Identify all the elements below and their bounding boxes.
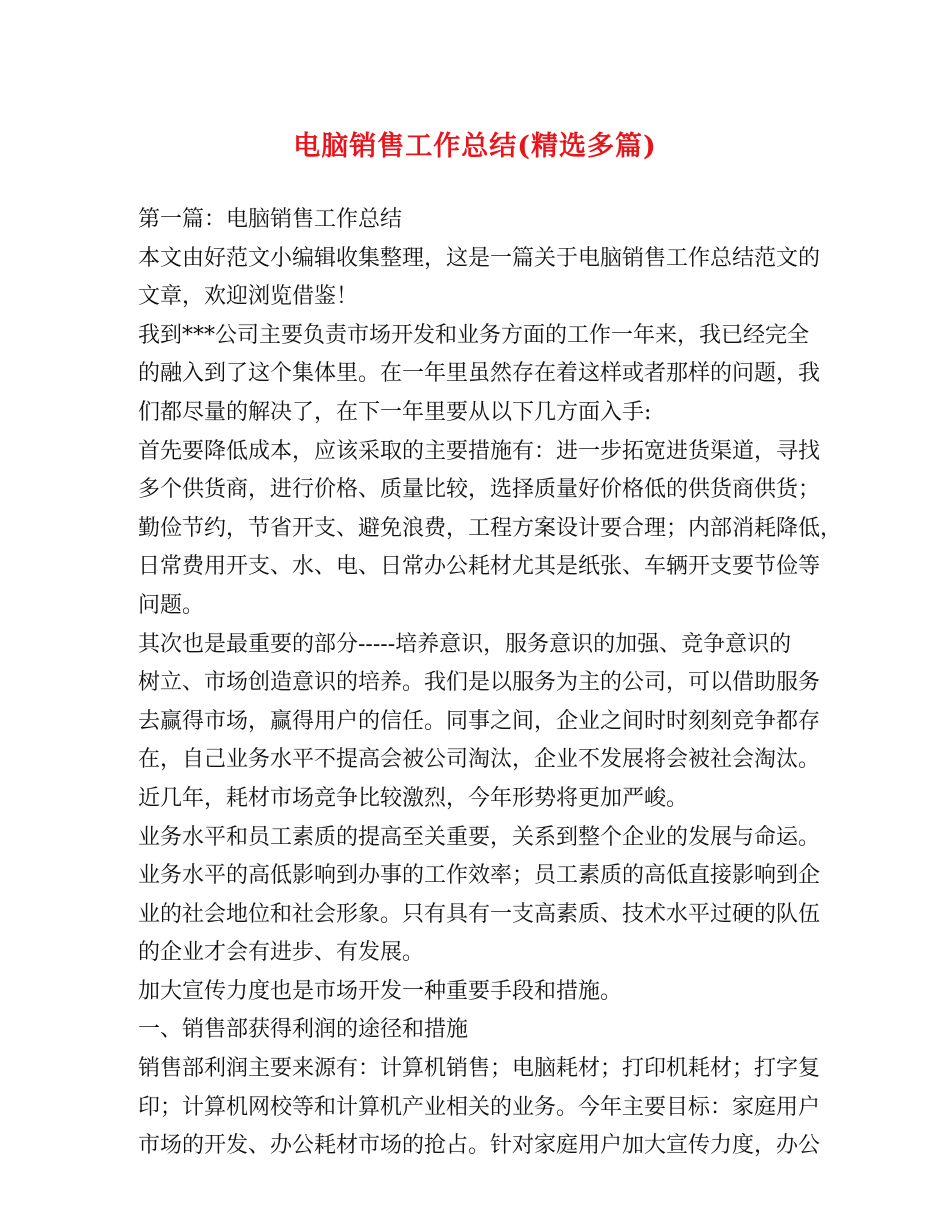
body-line: 勤俭节约，节省开支、避免浪费，工程方案设计要合理；内部消耗降低， (138, 515, 843, 541)
document-body (138, 201, 843, 1166)
body-line: 业的社会地位和社会形象。只有具有一支高素质、技术水平过硬的队伍 (138, 901, 821, 927)
body-line: 本文由好范文小编辑收集整理，这是一篇关于电脑销售工作总结范文的 (138, 245, 821, 271)
body-line: 的企业才会有进步、有发展。 (138, 940, 425, 966)
body-line: 一、销售部获得利润的途径和措施 (138, 1017, 469, 1043)
body-line: 近几年，耗材市场竞争比较激烈，今年形势将更加严峻。 (138, 785, 689, 811)
body-line: 我到***公司主要负责市场开发和业务方面的工作一年来，我已经完全 (138, 322, 810, 348)
body-line: 印；计算机网校等和计算机产业相关的业务。今年主要目标：家庭用户 (138, 1094, 821, 1120)
body-line: 在，自己业务水平不提高会被公司淘汰，企业不发展将会被社会淘汰。 (138, 747, 821, 773)
body-line: 文章，欢迎浏览借鉴！ (138, 284, 359, 310)
body-line: 业务水平和员工素质的提高至关重要，关系到整个企业的发展与命运。 (138, 824, 821, 850)
body-line: 问题。 (138, 592, 205, 618)
body-line: 第一篇：电脑销售工作总结 (138, 207, 403, 232)
body-line: 日常费用开支、水、电、日常办公耗材尤其是纸张、车辆开支要节俭等 (138, 554, 821, 580)
body-line: 加大宣传力度也是市场开发一种重要手段和措施。 (138, 978, 623, 1004)
body-line: 的融入到了这个集体里。在一年里虽然存在着这样或者那样的问题，我 (138, 361, 821, 387)
body-line: 们都尽量的解决了，在下一年里要从以下几方面入手: (138, 399, 652, 425)
body-line: 首先要降低成本，应该采取的主要措施有：进一步拓宽进货渠道，寻找 (138, 438, 821, 464)
body-line: 去赢得市场，赢得用户的信任。同事之间，企业之间时时刻刻竞争都存 (138, 708, 821, 734)
body-line: 多个供货商，进行价格、质量比较，选择质量好价格低的供货商供货； (138, 477, 821, 503)
body-line: 市场的开发、办公耗材市场的抢占。针对家庭用户加大宣传力度，办公 (138, 1133, 821, 1159)
body-line: 其次也是最重要的部分-----培养意识，服务意识的加强、竞争意识的 (138, 631, 792, 657)
body-line: 销售部利润主要来源有：计算机销售；电脑耗材；打印机耗材；打字复 (138, 1056, 821, 1082)
document-title: 电脑销售工作总结(精选多篇) (293, 131, 657, 162)
body-line: 树立、市场创造意识的培养。我们是以服务为主的公司，可以借助服务 (138, 670, 821, 696)
body-line: 业务水平的高低影响到办事的工作效率；员工素质的高低直接影响到企 (138, 863, 821, 889)
